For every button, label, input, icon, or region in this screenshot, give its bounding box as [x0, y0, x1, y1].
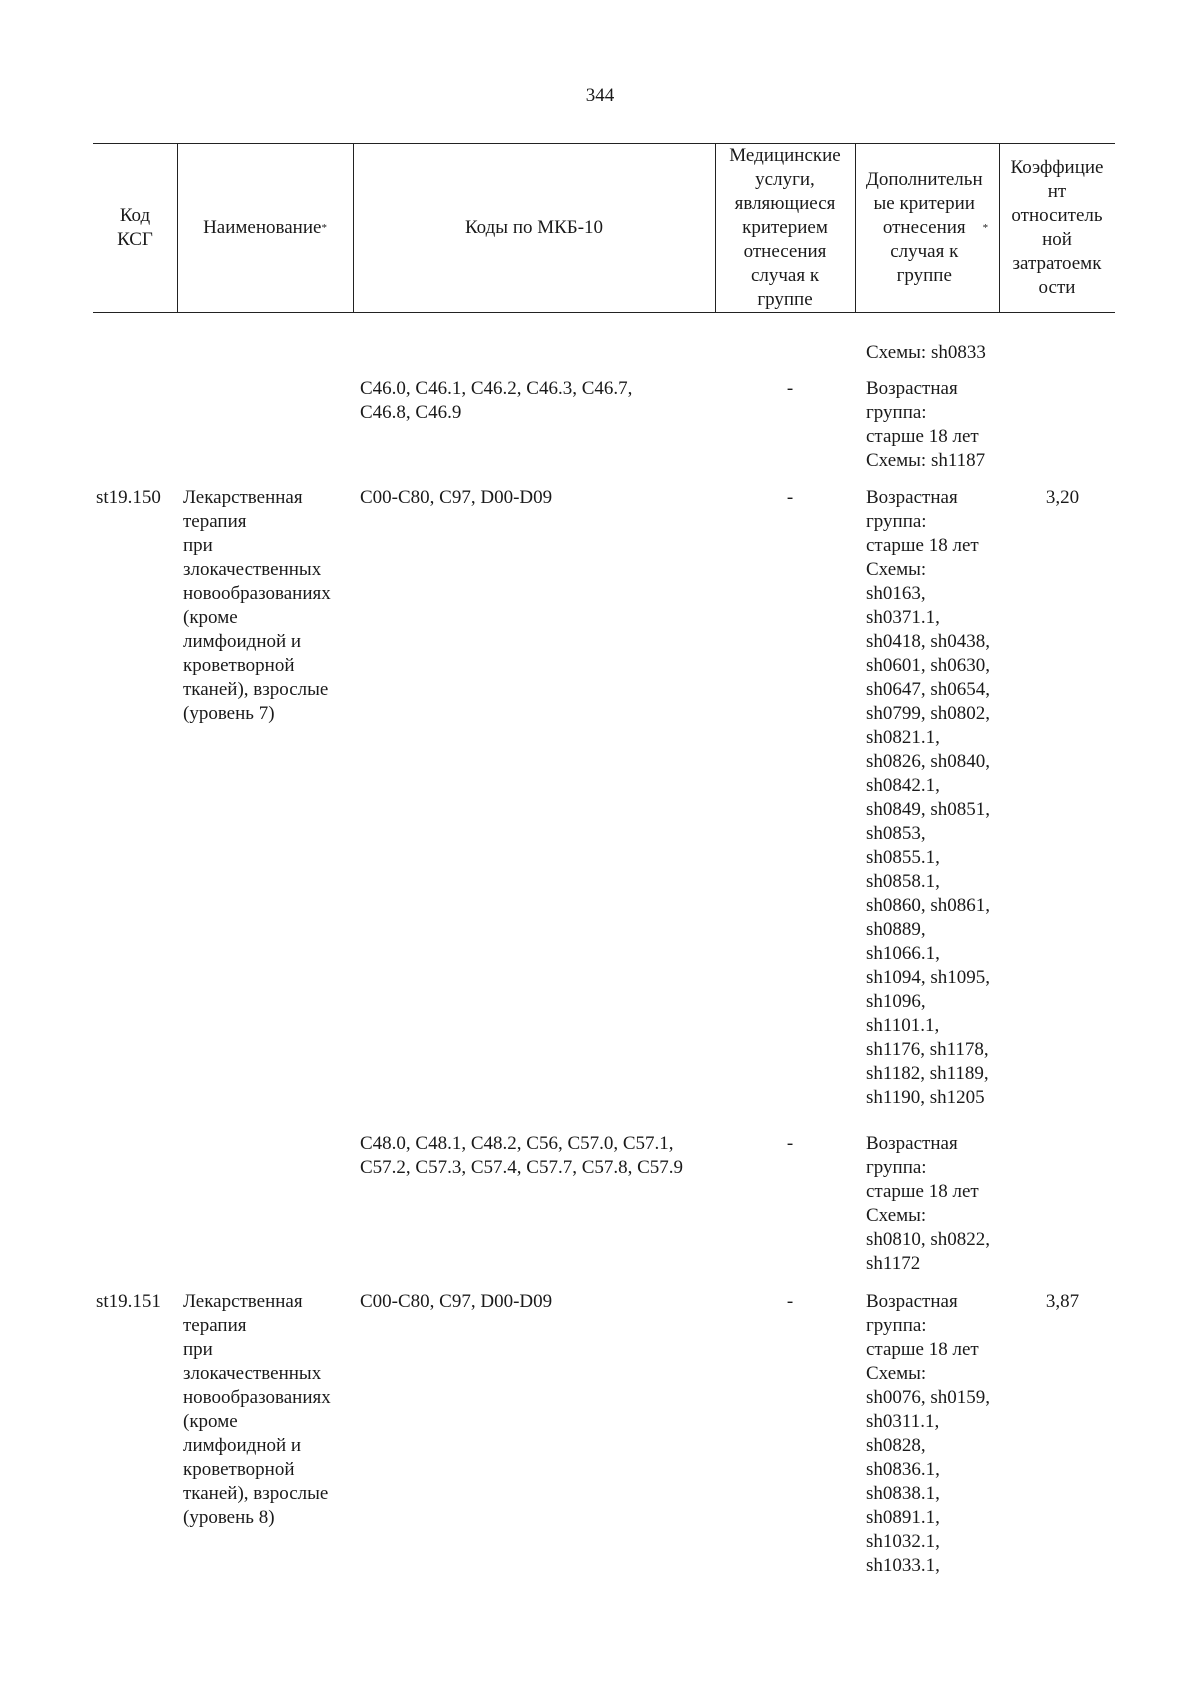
row-0-extra: Схемы: sh0833 [866, 342, 986, 363]
row-3-extra: Возрастная группа: старше 18 лет Схемы: sh0810, sh0822, sh1172 [866, 1133, 991, 1274]
header-mkb: Коды по МКБ-10 [464, 217, 604, 238]
header-services: Медицинские услуги, являющиеся критерием отнесения случая к группе [729, 145, 841, 310]
row-4-name: Лекарственная терапия при злокачественных новообразованиях (кроме лимфоидной и кроветворной тканей), взрослые (уровень 8) [183, 1291, 331, 1528]
row-3-services: - [786, 1133, 794, 1154]
row-4-services: - [786, 1291, 794, 1312]
row-2-mkb: C00-C80, C97, D00-D09 [360, 487, 553, 508]
row-4-code: st19.151 [96, 1291, 161, 1312]
row-4-extra: Возрастная группа: старше 18 лет Схемы: sh0076, sh0159, sh0311.1, sh0828, sh0836.1, sh0838.1, sh0891.1, sh1032.1, sh1033.1, [866, 1291, 991, 1576]
page-number: 344 [585, 85, 615, 106]
row-2-coef: 3,20 [1045, 487, 1080, 508]
header-extra-label: Дополнительн ые критерии отнесения случая к группе [865, 169, 983, 286]
row-2-extra: Возрастная группа: старше 18 лет Схемы: sh0163, sh0371.1, sh0418, sh0438, sh0601, sh0630, sh0647, sh0654, sh0799, sh0802, sh0821.1, sh0826, sh0840, sh0842.1, sh0849, sh0851, sh0853, sh0855.1, sh0858.1, sh0860, sh0861, sh0889, sh1066.1, sh1094, sh1095, sh1096, sh1101.1, sh1176, sh1178, sh1182, sh1189, sh1190, sh1205 [866, 487, 991, 1108]
row-1-extra: Возрастная группа: старше 18 лет Схемы: sh1187 [866, 378, 986, 471]
header-extra: Дополнительн ые критерии отнесения случая к группе * [865, 169, 989, 286]
row-3-mkb: C48.0, C48.1, C48.2, C56, C57.0, C57.1, C57.2, C57.3, C57.4, C57.7, C57.8, C57.9 [360, 1133, 684, 1178]
table-header [93, 143, 1115, 313]
row-4-coef: 3,87 [1045, 1291, 1080, 1312]
row-1-services: - [786, 378, 794, 399]
row-1-mkb: C46.0, C46.1, C46.2, C46.3, C46.7, C46.8, C46.9 [360, 378, 633, 423]
row-2-services: - [786, 487, 794, 508]
row-4-mkb: C00-C80, C97, D00-D09 [360, 1291, 553, 1312]
header-name-label: Наименование [203, 217, 322, 238]
row-2-code: st19.150 [96, 487, 161, 508]
header-coef: Коэффицие нт относитель ной затратоемк ости [1010, 157, 1104, 298]
header-code: Код КСГ [117, 205, 153, 250]
header-name: Наименование * [203, 217, 327, 238]
row-2-name: Лекарственная терапия при злокачественных новообразованиях (кроме лимфоидной и кроветворной тканей), взрослые (уровень 7) [183, 487, 331, 724]
